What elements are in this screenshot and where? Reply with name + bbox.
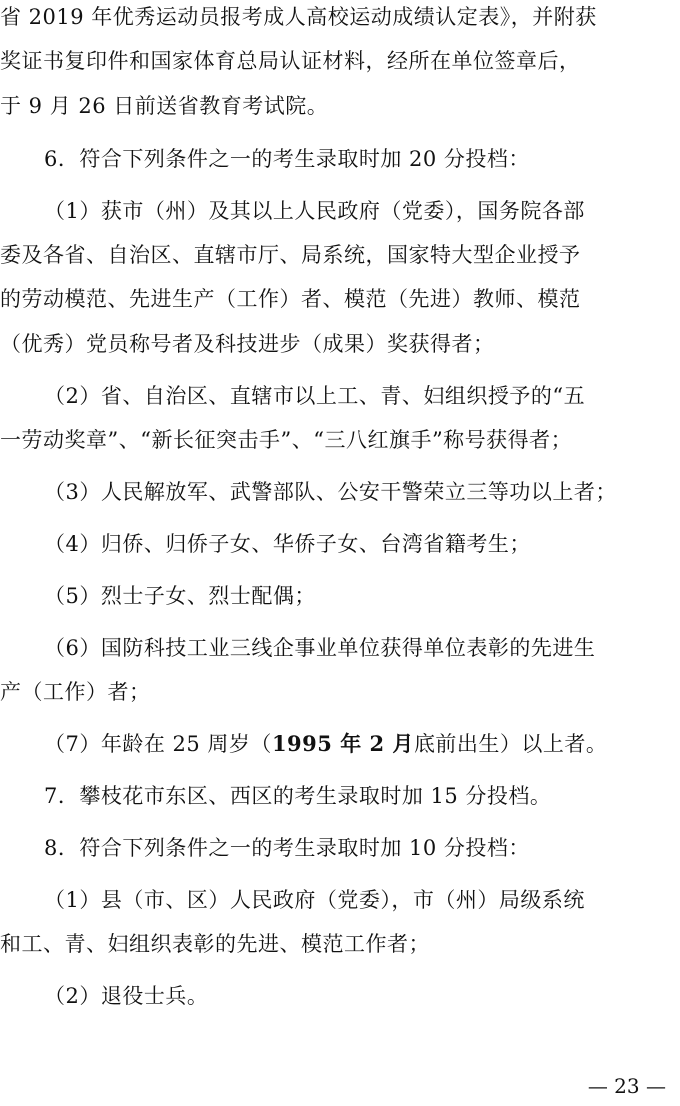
paragraph-line: 和工、青、妇组织表彰的先进、模范工作者； [0,932,430,956]
section-7-heading: 7．攀枝花市东区、西区的考生录取时加 15 分投档。 [44,784,552,808]
birth-date-emphasis: 1995 年 2 月 [271,731,414,756]
paragraph-line: 奖证书复印件和国家体育总局认证材料，经所在单位签章后， [0,49,581,73]
list-item: （1）获市（州）及其以上人民政府（党委），国务院各部 [44,199,585,223]
page-number: — 23 — [587,1074,666,1098]
list-item: （5）烈士子女、烈士配偶； [44,584,316,608]
list-item: （4）归侨、归侨子女、华侨子女、台湾省籍考生； [44,532,531,556]
paragraph-line: 的劳动模范、先进生产（工作）者、模范（先进）教师、模范 [0,287,581,311]
list-item [0,729,680,759]
list-item: （1）县（市、区）人民政府（党委），市（州）局级系统 [44,888,585,912]
list-item: （6）国防科技工业三线企事业单位获得单位表彰的先进生 [44,636,596,660]
list-item: （2）退役士兵。 [44,984,209,1008]
item7-prefix: （7）年龄在 25 周岁（ [44,732,272,756]
list-item: （2）省、自治区、直辖市以上工、青、妇组织授予的“五 [44,384,586,408]
paragraph-line: 省 2019 年优秀运动员报考成人高校运动成绩认定表》，并附获 [0,5,597,29]
section-8-heading: 8．符合下列条件之一的考生录取时加 10 分投档： [44,836,530,860]
paragraph-line: 产（工作）者； [0,680,151,704]
list-item: （3）人民解放军、武警部队、公安干警荣立三等功以上者； [44,480,617,504]
paragraph-line: （优秀）党员称号者及科技进步（成果）奖获得者； [0,332,495,356]
paragraph-line: 一劳动奖章”、“新长征突击手”、“三八红旗手”称号获得者； [0,428,573,452]
paragraph-line: 委及各省、自治区、直辖市厅、局系统，国家特大型企业授予 [0,243,581,267]
item7-suffix: 底前出生）以上者。 [413,732,608,756]
section-6-heading: 6．符合下列条件之一的考生录取时加 20 分投档： [44,147,530,171]
paragraph-line: 于 9 月 26 日前送省教育考试院。 [0,94,329,118]
